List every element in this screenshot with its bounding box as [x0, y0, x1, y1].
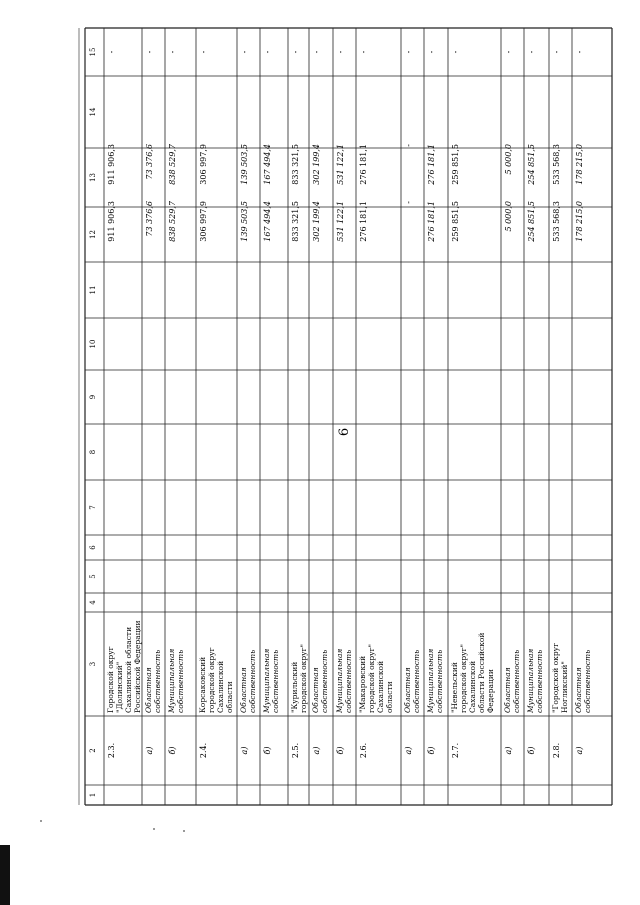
row-number: а): [404, 746, 413, 755]
column-number-label: 1: [89, 792, 97, 798]
row-name-line: Областная: [144, 667, 153, 713]
row-name-line: Муниципальная: [426, 648, 435, 713]
row-name-line: Корсаковский: [198, 656, 207, 713]
column-number-label: 14: [89, 107, 97, 117]
value-col13: 5 000,0: [504, 201, 513, 232]
row-name-line: собственность: [271, 649, 280, 713]
row-number: 2.7.: [451, 742, 460, 759]
value-col15: -: [145, 50, 154, 54]
value-col14: 254 851,5: [527, 144, 536, 185]
value-col15: -: [504, 50, 513, 54]
row-name-line: городской округ": [459, 644, 468, 713]
row-name-line: собственность: [412, 649, 421, 713]
row-name-line: городской округ: [207, 647, 216, 713]
row-name-line: собственность: [344, 649, 353, 713]
value-col14: 911 906,3: [107, 144, 116, 185]
value-col14: 838 529,7: [168, 144, 177, 185]
value-col15: -: [240, 50, 249, 54]
row-number: а): [575, 746, 584, 755]
value-col14: 302 199,4: [312, 144, 321, 185]
row-number: а): [504, 746, 513, 755]
row-number: б): [263, 746, 272, 755]
row-number: а): [145, 746, 154, 755]
row-name-line: собственность: [512, 649, 521, 713]
value-col15: -: [552, 50, 561, 54]
value-col13: 276 181,1: [359, 201, 368, 242]
value-col14: 259 851,5: [451, 144, 460, 185]
row-number: 2.8.: [552, 742, 561, 759]
value-col15: -: [359, 50, 368, 54]
row-name-line: Областная: [503, 667, 512, 713]
value-col14: 5 000,0: [504, 144, 513, 175]
row-number: 2.4.: [199, 742, 208, 759]
value-col13: 276 181,1: [427, 201, 436, 242]
column-number-label: 5: [89, 574, 97, 579]
value-col14: 533 568,3: [552, 144, 561, 185]
row-name-line: "Невельский: [450, 662, 459, 713]
column-number-label: 12: [89, 230, 97, 239]
row-name-line: Областная: [311, 667, 320, 713]
row-name-line: Муниципальная: [335, 648, 344, 713]
value-col15: -: [404, 50, 413, 54]
column-number-label: 6: [89, 545, 97, 550]
row-number: б): [336, 746, 345, 755]
value-col15: -: [168, 50, 177, 54]
row-number: б): [427, 746, 436, 755]
value-col15: -: [336, 50, 345, 54]
row-number: а): [240, 746, 249, 755]
row-name-line: Муниципальная: [262, 648, 271, 713]
row-name-line: Областная: [239, 667, 248, 713]
row-name-line: собственность: [535, 649, 544, 713]
row-name-line: области: [225, 681, 234, 713]
column-number-label: 3: [89, 661, 97, 667]
row-name-line: "Долинский": [115, 661, 124, 713]
row-name-line: Сахалинской: [468, 660, 477, 713]
value-col13: -: [404, 201, 413, 204]
column-number-label: 11: [89, 285, 97, 295]
row-number: б): [168, 746, 177, 755]
row-name-line: собственность: [435, 649, 444, 713]
row-name-line: собственность: [248, 649, 257, 713]
value-col15: -: [199, 50, 208, 54]
row-number: б): [527, 746, 536, 755]
value-col13: 73 376,6: [145, 201, 154, 237]
value-col15: -: [575, 50, 584, 54]
column-number-label: 8: [89, 449, 97, 455]
row-name-line: собственность: [176, 649, 185, 713]
value-col15: -: [107, 50, 116, 54]
value-col14: 178 215,0: [575, 144, 584, 185]
row-name-line: Городской округ: [106, 646, 115, 713]
row-name-line: Российской Федерации: [133, 620, 142, 713]
value-col13: 178 215,0: [575, 201, 584, 242]
value-col13: 302 199,4: [312, 201, 321, 242]
row-name-line: Сахалинской: [376, 660, 385, 713]
value-col14: 833 321,5: [291, 144, 300, 185]
value-col13: 254 851,5: [527, 201, 536, 242]
row-number: а): [312, 746, 321, 755]
value-col15: -: [451, 50, 460, 54]
row-name-line: "Макаровский: [358, 655, 367, 713]
row-name-line: Областная: [403, 667, 412, 713]
value-col13: 838 529,7: [168, 201, 177, 242]
value-col15: -: [427, 50, 436, 54]
row-number: 2.5.: [291, 742, 300, 759]
value-col14: 276 181,1: [359, 144, 368, 185]
row-name-line: области Российской: [477, 632, 486, 713]
row-name-line: Федерации: [486, 669, 495, 713]
row-name-line: области: [385, 681, 394, 713]
column-number-label: 2: [89, 748, 97, 753]
value-col14: 276 181,1: [427, 144, 436, 185]
value-col15: -: [527, 50, 536, 54]
row-name-line: городской округ": [299, 644, 308, 713]
value-col14: 531 122,1: [336, 144, 345, 185]
row-number: 2.6.: [359, 742, 368, 759]
row-name-line: собственность: [320, 649, 329, 713]
column-number-label: 9: [89, 394, 97, 400]
row-name-line: "Курильский: [290, 661, 299, 713]
row-name-line: городской округ": [367, 644, 376, 713]
column-number-label: 13: [89, 173, 97, 182]
row-name-line: "Городской округ: [551, 643, 560, 713]
value-col13: 139 503,5: [240, 201, 249, 242]
column-number-label: 7: [89, 505, 97, 510]
value-col14: 139 503,5: [240, 144, 249, 185]
value-col15: -: [263, 50, 272, 54]
value-col13: 306 997,9: [199, 201, 208, 242]
column-number-label: 4: [89, 600, 97, 605]
row-name-line: собственность: [583, 649, 592, 713]
row-name-line: Областная: [574, 667, 583, 713]
data-table: [79, 28, 612, 805]
row-number: 2.3.: [107, 742, 116, 759]
value-col13: 911 906,3: [107, 201, 116, 242]
row-name-line: Ногликский": [560, 661, 569, 713]
value-col13: 833 321,5: [291, 201, 300, 242]
value-col14: 73 376,6: [145, 144, 154, 180]
value-col15: -: [291, 50, 300, 54]
row-name-line: Муниципальная: [526, 648, 535, 713]
value-col14: 306 997,9: [199, 144, 208, 185]
value-col15: -: [312, 50, 321, 54]
column-number-label: 15: [89, 47, 97, 57]
value-col13: 259 851,5: [451, 201, 460, 242]
row-name-line: Сахалинской: [216, 660, 225, 713]
value-col13: 167 494,4: [263, 201, 272, 242]
page-number: 6: [337, 427, 352, 437]
value-col14: 167 494,4: [263, 144, 272, 185]
row-name-line: Муниципальная: [167, 648, 176, 713]
column-number-label: 10: [89, 339, 97, 349]
value-col13: 531 122,1: [336, 201, 345, 242]
row-name-line: Сахалинской области: [124, 626, 133, 713]
row-name-line: собственность: [153, 649, 162, 713]
value-col13: 533 568,3: [552, 201, 561, 242]
value-col14: -: [404, 144, 413, 147]
